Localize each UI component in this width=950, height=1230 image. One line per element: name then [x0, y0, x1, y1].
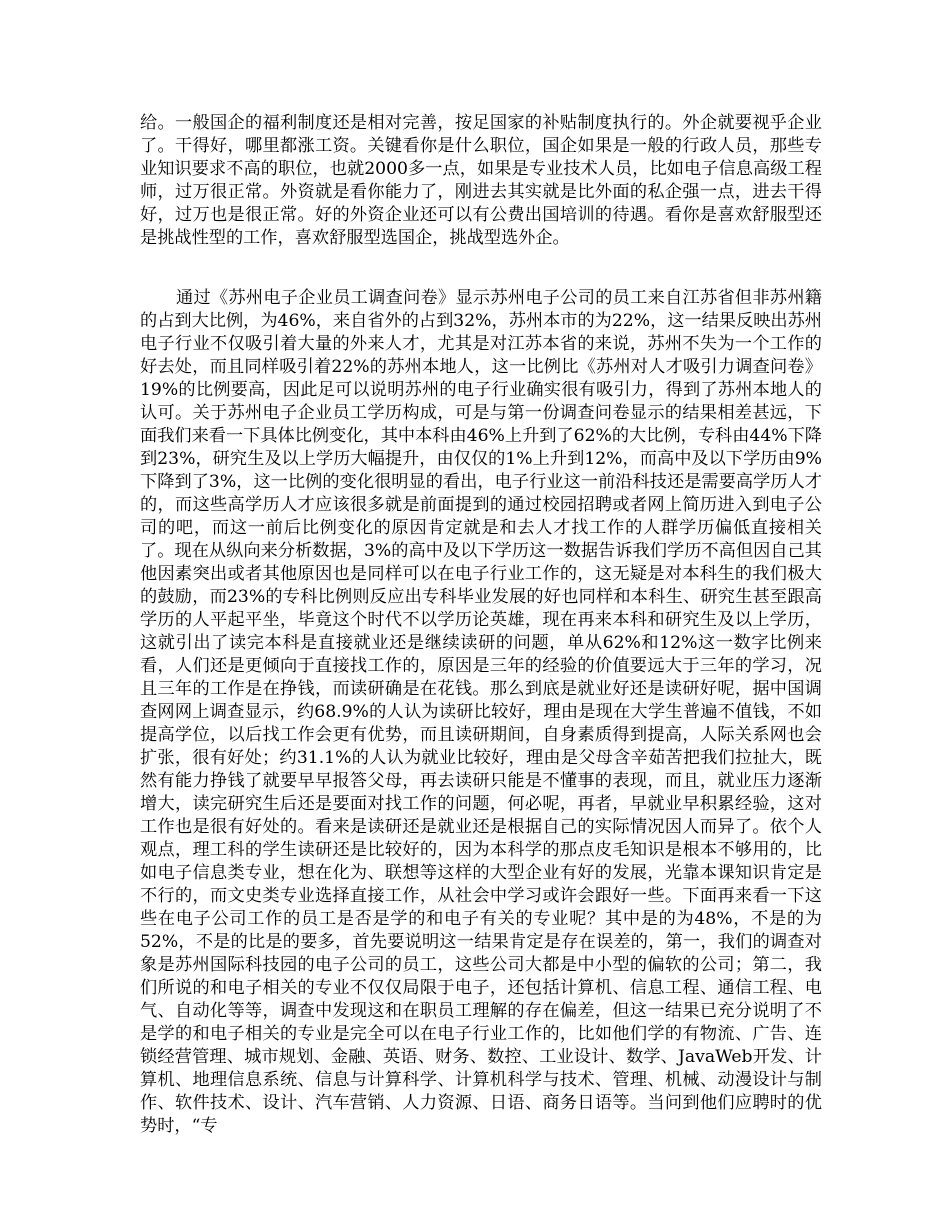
paragraph-survey-analysis: 通过《苏州电子企业员工调查问卷》显示苏州电子公司的员工来自江苏省但非苏州籍的占到大比例，为46%，来自省外的占到32%，苏州本市的为22%，这一结果反映出苏州电子行业不仅吸引着大量的外来人才，尤其是对江苏本省的来说，苏州不失为一个工作的好去处，而且同样吸引着22%的苏州本地人，这一比例比《苏州对人才吸引力调查问卷》19%的比例要高，因此足可以说明苏州的电子行业确实很有吸引力，得到了苏州本地人的认可。关于苏州电子企业员工学历构成，可是与第一份调查问卷显示的结果相差甚远，下面我们来看一下具体比例变化，其中本科由46%上升到了62%的大比例，专科由44%下降到23%，研究生及以上学历大幅提升，由仅仅的1%上升到12%，而高中及以下学历由9%下降到了3%，这一比例的变化很明显的看出，电子行业这一前沿科技还是需要高学历人才的，而这些高学历人才应该很多就是前面提到的通过校园招聘或者网上简历进入到电子公司的吧，而这一前后比例变化的原因肯定就是和去人才找工作的人群学历偏低直接相关了。现在从纵向来分析数据，3%的高中及以下学历这一数据告诉我们学历不高但因自己其他因素突出或者其他原因也是同样可以在电子行业工作的，这无疑是对本科生的我们极大的鼓励，而23%的专科比例则反应出专科毕业发展的好也同样和本科生、研究生甚至跟高学历的人平起平坐，毕竟这个时代不以学历论英雄，现在再来本科和研究生及以上学历，这就引出了读完本科是直接就业还是继续读研的问题，单从62%和12%这一数字比例来看，人们还是更倾向于直接找工作的，原因是三年的经验的价值要远大于三年的学习，况且三年的工作是在挣钱，而读研确是在花钱。那么到底是就业好还是读研好呢，据中国调查网网上调查显示，约68.9%的人认为读研比较好，理由是现在大学生普遍不值钱，不如提高学位，以后找工作会更有优势，而且读研期间，自身素质得到提高，人际关系网也会扩张，很有好处；约31.1%的人认为就业比较好，理由是父母含辛茹苦把我们拉扯大，既然有能力挣钱了就要早早报答父母，再去读研只能是不懂事的表现，而且，就业压力逐渐增大，读完研究生后还是要面对找工作的问题，何必呢，再者，早就业早积累经验，这对工作也是很有好处的。看来是读研还是就业还是根据自己的实际情况因人而异了。依个人观点，理工科的学生读研还是比较好的，因为本科学的那点皮毛知识是根本不够用的，比如电子信息类专业，想在化为、联想等这样的大型企业有好的发展，光靠本课知识肯定是不行的，而文史类专业选择直接工作，从社会中学习或许会跟好一些。下面再来看一下这些在电子公司工作的员工是否是学的和电子有关的专业呢？其中是的为48%，不是的为52%，不是的比是的要多，首先要说明这一结果肯定是存在误差的，第一，我们的调查对象是苏州国际科技园的电子公司的员工，这些公司大都是中小型的偏软的公司；第二，我们所说的和电子相关的专业不仅仅局限于电子，还包括计算机、信息工程、通信工程、电气、自动化等等，调查中发现这和在职员工理解的存在偏差，但这一结果已充分说明了不是学的和电子相关的专业是完全可以在电子行业工作的，比如他们学的有物流、广告、连锁经营管理、城市规划、金融、英语、财务、数控、工业设计、数学、JavaWeb开发、计算机、地理信息系统、信息与计算科学、计算机科学与技术、管理、机械、动漫设计与制作、软件技术、设计、汽车营销、人力资源、日语、商务日语等。当问到他们应聘时的优势时，“专	[140, 288, 822, 1136]
paragraph-salary-comparison: 给。一般国企的福利制度还是相对完善，按足国家的补贴制度执行的。外企就要视乎企业了。干得好，哪里都涨工资。关键看你是什么职位，国企如果是一般的行政人员，那些专业知识要求不高的职位，也就2000多一点，如果是专业技术人员，比如电子信息高级工程师，过万很正常。外资就是看你能力了，刚进去其实就是比外面的私企强一点，进去干得好，过万也是很正常。好的外资企业还可以有公费出国培训的待遇。看你是喜欢舒服型还是挑战性型的工作，喜欢舒服型选国企，挑战型选外企。	[140, 113, 822, 248]
